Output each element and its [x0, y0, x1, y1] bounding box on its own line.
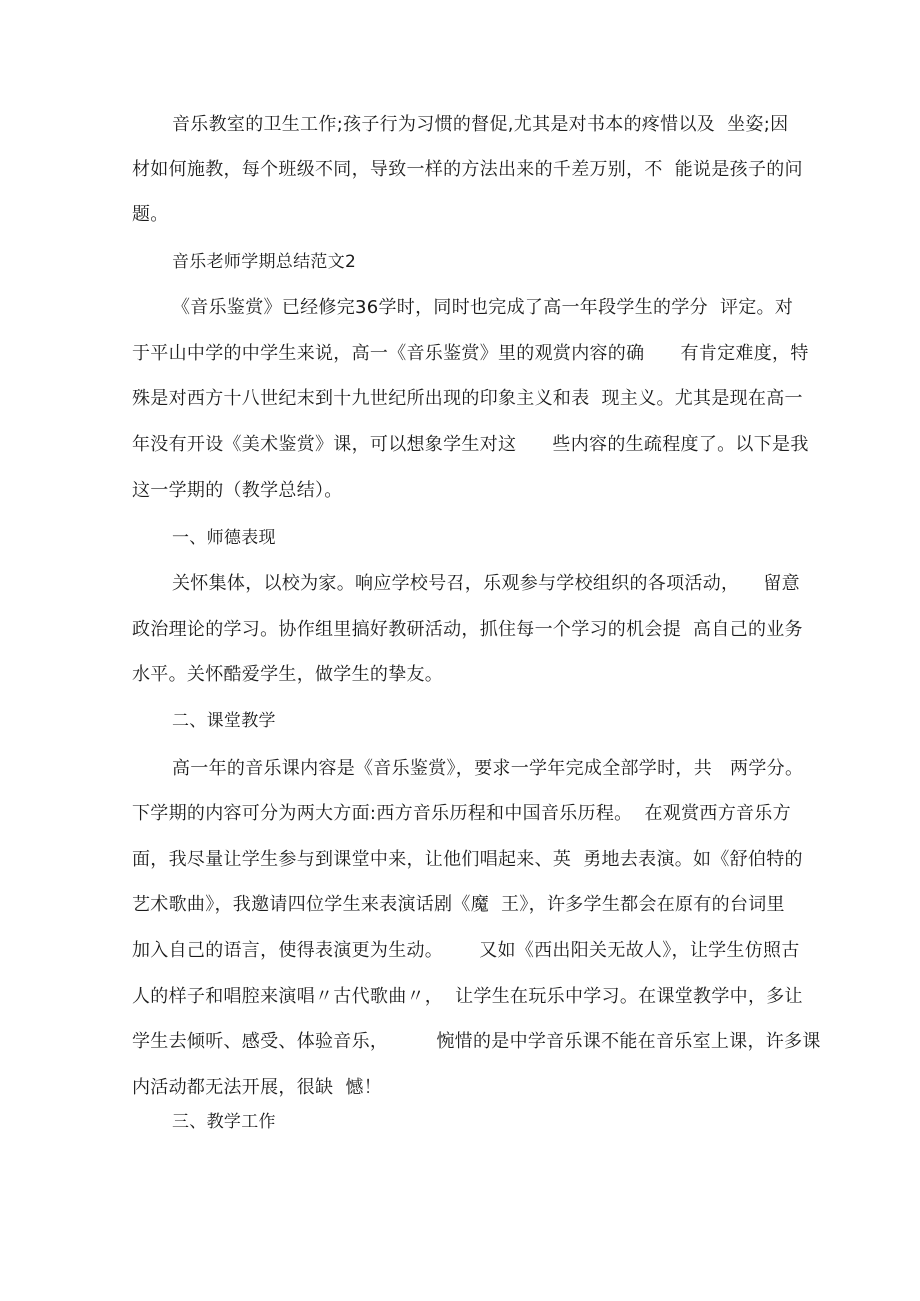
section-title-fanwen-2: 音乐老师学期总结范文2 [172, 252, 357, 272]
paragraph-3-line-2: 政治理论的学习。协作组里搞好教研活动，抓住每一个学习的机会提 高自己的业务 [132, 619, 803, 640]
paragraph-4-line-4: 艺术歌曲》，我邀请四位学生来表演话剧《魔 王》，许多学生都会在原有的台词里 [132, 894, 785, 915]
paragraph-4-line-8: 内活动都无法开展，很缺 憾！ [132, 1077, 382, 1098]
paragraph-4-line-2: 下学期的内容可分为两大方面:西方音乐历程和中国音乐历程。 在观赏西方音乐方 [132, 803, 791, 824]
paragraph-3-line-1: 关怀集体，以校为家。响应学校号召，乐观参与学校组织的各项活动， 留意 [172, 573, 800, 594]
heading-classroom-teaching: 二、课堂教学 [172, 711, 276, 731]
paragraph-2-line-2: 于平山中学的中学生来说，高一《音乐鉴赏》里的观赏内容的确 有肯定难度，特 [132, 343, 809, 364]
paragraph-1-line-1: 音乐教室的卫生工作;孩子行为习惯的督促,尤其是对书本的疼惜以及 坐姿;因 [172, 114, 789, 135]
paragraph-1-line-3: 题。 [132, 204, 169, 225]
paragraph-4-line-7: 学生去倾听、感受、体验音乐， 惋惜的是中学音乐课不能在音乐室上课，许多课 [132, 1031, 821, 1052]
heading-teacher-ethics: 一、师德表现 [172, 528, 276, 548]
paragraph-4-line-6: 人的样子和唱腔来演唱〃古代歌曲〃， 让学生在玩乐中学习。在课堂教学中，多让 [132, 986, 803, 1007]
heading-teaching-work: 三、教学工作 [172, 1112, 276, 1132]
paragraph-4-line-3: 面，我尽量让学生参与到课堂中来，让他们唱起来、英 勇地去表演。如《舒伯特的 [132, 849, 803, 870]
paragraph-2-line-3: 殊是对西方十八世纪末到十九世纪所出现的印象主义和表 现主义。尤其是现在高一 [132, 388, 803, 409]
paragraph-2-line-5: 这一学期的（教学总结）。 [132, 480, 343, 501]
paragraph-4-line-5: 加入自己的语言，使得表演更为生动。 又如《西出阳关无故人》，让学生仿照古 [132, 940, 800, 961]
paragraph-4-line-1: 高一年的音乐课内容是《音乐鉴赏》，要求一学年完成全部学时，共 两学分。 [172, 758, 804, 779]
paragraph-1-line-2: 材如何施教，每个班级不同，导致一样的方法出来的千差万别，不 能说是孩子的问 [132, 159, 803, 180]
paragraph-2-line-1: 《音乐鉴赏》已经修完36学时，同时也完成了高一年段学生的学分 评定。对 [172, 297, 794, 318]
paragraph-3-line-3: 水平。关怀酷爱学生，做学生的挚友。 [132, 664, 444, 685]
paragraph-2-line-4: 年没有开设《美术鉴赏》课，可以想象学生对这 些内容的生疏程度了。以下是我 [132, 434, 809, 455]
